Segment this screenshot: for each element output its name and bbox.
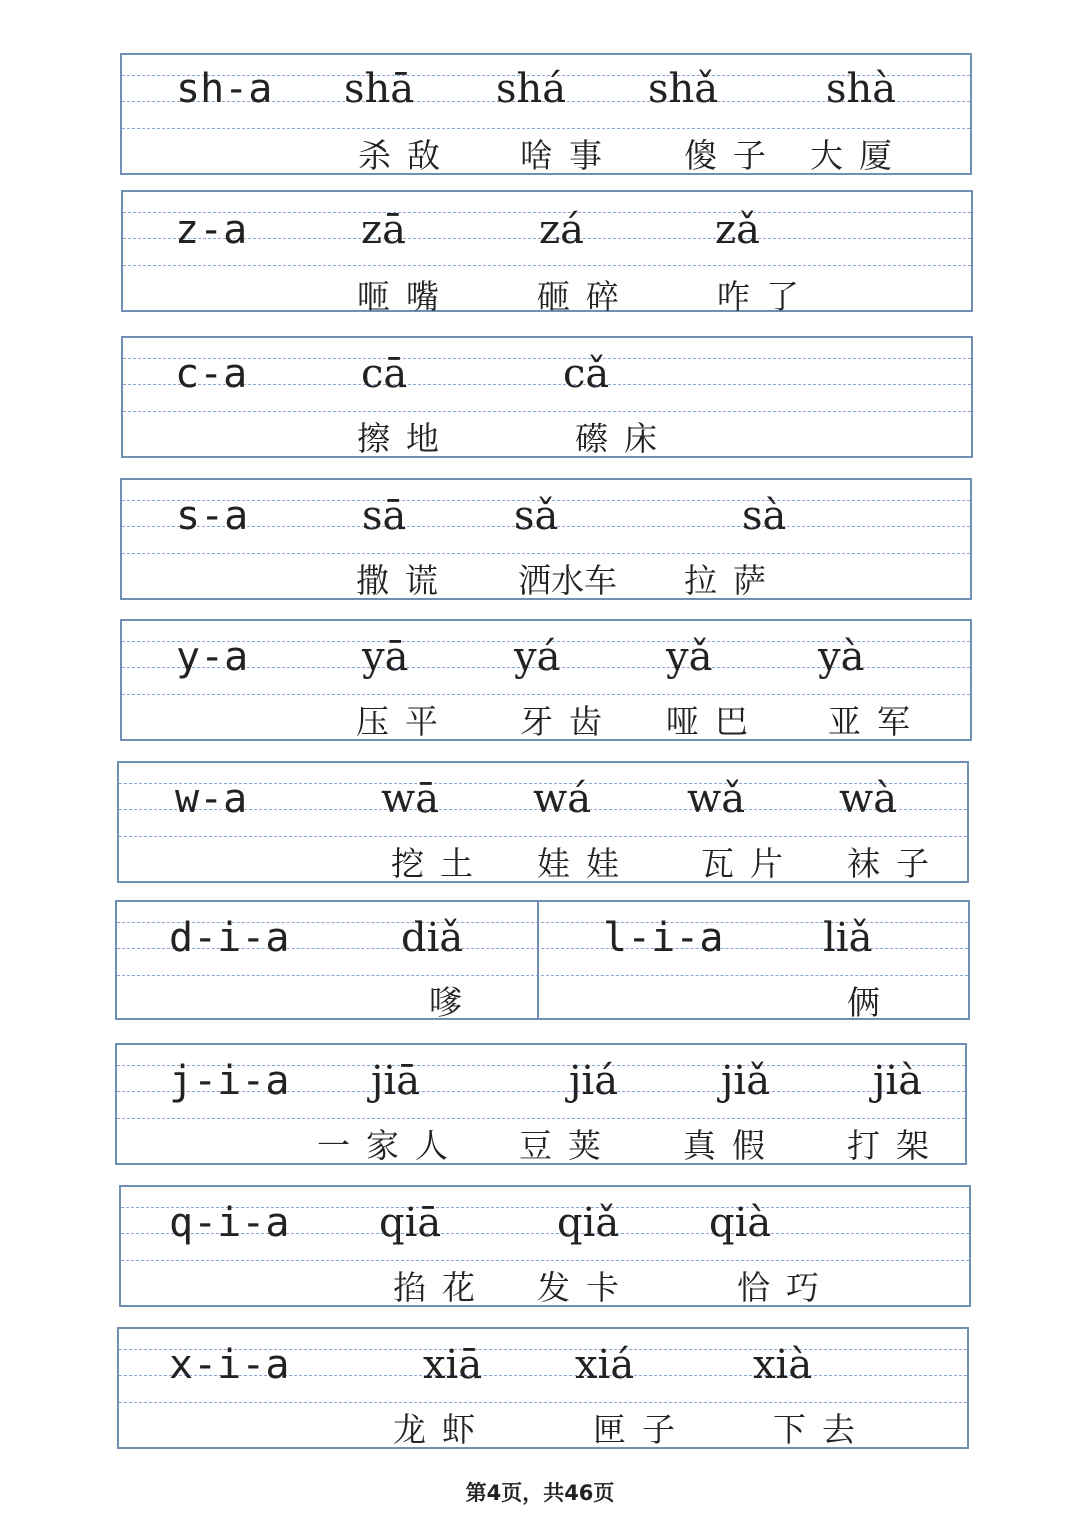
pinyin-row-dia-lia — [115, 900, 970, 1020]
pinyin-row-s-a — [120, 478, 972, 600]
pinyin-row-q-i-a — [119, 1185, 971, 1307]
pinyin-row-j-i-a — [115, 1043, 967, 1165]
initial-label: d-i-a — [169, 915, 290, 961]
initial-label: sh-a — [176, 66, 273, 112]
word: 娃娃 — [537, 844, 635, 883]
pinyin-row-sh-a — [120, 53, 972, 175]
word: 恰巧 — [737, 1268, 835, 1307]
word: 打架 — [847, 1126, 945, 1165]
syllable: cā — [361, 351, 408, 397]
syllable: wà — [839, 776, 898, 822]
initial-label: c-a — [175, 351, 248, 397]
word: 咂嘴 — [357, 277, 455, 316]
word: 豆荚 — [519, 1126, 617, 1165]
word: 俩 — [847, 983, 896, 1022]
syllable: yá — [514, 634, 561, 680]
word: 撒谎 — [356, 561, 454, 600]
initial-label: x-i-a — [169, 1342, 290, 1388]
word: 牙齿 — [520, 702, 618, 741]
syllable: xià — [753, 1342, 813, 1388]
syllable: zǎ — [715, 207, 760, 253]
syllable: jià — [873, 1058, 923, 1104]
syllable: yà — [818, 634, 865, 680]
pinyin-row-c-a — [121, 336, 973, 458]
syllable: yā — [362, 634, 409, 680]
pinyin-row-x-i-a — [117, 1327, 969, 1449]
syllable: wǎ — [687, 776, 746, 822]
page-number: 第4页，共46页 — [465, 1481, 615, 1505]
word: 拉萨 — [684, 561, 782, 600]
syllable: jiā — [371, 1058, 421, 1104]
syllable: jiá — [569, 1058, 619, 1104]
syllable: sā — [362, 493, 407, 539]
word: 下去 — [773, 1410, 871, 1449]
pinyin-row-y-a — [120, 619, 972, 741]
syllable: wá — [533, 776, 592, 822]
word: 亚军 — [828, 702, 926, 741]
syllable: zá — [539, 207, 584, 253]
syllable: xiá — [575, 1342, 635, 1388]
word: 杀敌 — [358, 136, 456, 175]
syllable: qiā — [379, 1200, 442, 1246]
initial-label: l-i-a — [603, 915, 724, 961]
syllable: shǎ — [648, 66, 719, 112]
syllable: sǎ — [514, 493, 559, 539]
syllable: qià — [709, 1200, 772, 1246]
word: 挖土 — [391, 844, 489, 883]
syllable: liǎ — [823, 915, 873, 961]
initial-label: z-a — [175, 207, 248, 253]
word: 礤床 — [575, 419, 673, 458]
syllable: qiǎ — [557, 1200, 620, 1246]
row-divider — [537, 902, 539, 1018]
initial-label: y-a — [176, 634, 249, 680]
syllable: yǎ — [666, 634, 713, 680]
syllable: cǎ — [563, 351, 610, 397]
word: 傻子 — [684, 136, 782, 175]
pinyin-row-z-a — [121, 190, 973, 316]
syllable: wā — [381, 776, 440, 822]
word: 一家人 — [317, 1126, 464, 1165]
word: 掐花 — [393, 1268, 491, 1307]
initial-label: j-i-a — [169, 1058, 290, 1104]
word: 砸碎 — [537, 277, 635, 316]
initial-label: w-a — [175, 776, 248, 822]
word: 擦地 — [357, 419, 455, 458]
word: 瓦片 — [701, 844, 799, 883]
word: 龙虾 — [393, 1410, 491, 1449]
syllable: jiǎ — [721, 1058, 771, 1104]
syllable: shā — [344, 66, 415, 112]
syllable: zā — [361, 207, 406, 253]
syllable: sà — [742, 493, 787, 539]
word: 匣子 — [593, 1410, 691, 1449]
syllable: shà — [826, 66, 897, 112]
word: 嗲 — [429, 983, 478, 1022]
syllable: xiā — [423, 1342, 483, 1388]
initial-label: q-i-a — [169, 1200, 290, 1246]
word: 洒水车 — [518, 561, 617, 600]
word: 发卡 — [537, 1268, 635, 1307]
syllable: shá — [496, 66, 567, 112]
initial-label: s-a — [176, 493, 249, 539]
word: 咋了 — [717, 277, 815, 316]
word: 压平 — [356, 702, 454, 741]
syllable: diǎ — [401, 915, 464, 961]
pinyin-row-w-a — [117, 761, 969, 883]
word: 真假 — [683, 1126, 781, 1165]
word: 啥事 — [520, 136, 618, 175]
word: 哑巴 — [666, 702, 764, 741]
word: 大厦 — [810, 136, 908, 175]
word: 袜子 — [847, 844, 945, 883]
